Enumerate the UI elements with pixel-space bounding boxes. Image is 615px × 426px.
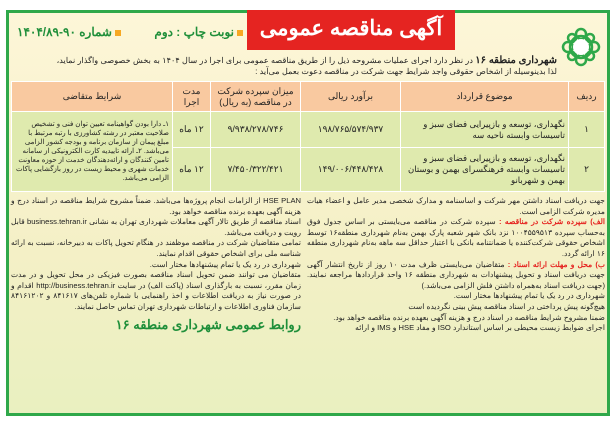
paragraph: HSE PLAN از الزامات انجام پروژه‌ها می‌باشد. ضمناً مشروح شرایط مناقصه در اسناد درج و هزینه آگهی بعهده برنده مناقصه خواهد بود.	[11, 196, 301, 216]
right-column	[307, 196, 605, 334]
paragraph: ضمنا مشروح شرایط مناقصه در اسناد درج و هزینه آگهی بعهده برنده مناقصه خواهد بود.	[333, 312, 605, 322]
paragraph: شهرداری در رد یک یا تمام پیشنهادها مختار است.	[149, 259, 301, 269]
table-row	[12, 112, 605, 148]
signature: روابط عمومی شهرداری منطقه ۱۶	[115, 316, 301, 332]
section-text: متقاضیان می‌بایستی ظرف مدت ۱۰ روز از تاریخ انتشار آگهی جهت دریافت اسناد و تحویل پیشنهادات به شهرداری منطقه ۱۶ واحد قراردادها مراجعه نمایند. (جهت دریافت اسناد به‌همراه داشتن فلش الزامی می‌باشد.)	[307, 259, 605, 290]
duration: ۱۲ ماه	[173, 112, 211, 148]
paragraph: هیچ‌گونه پیش پرداختی در اسناد مناقصه پیش بینی نگردیده است	[408, 301, 605, 311]
tender-table	[11, 81, 605, 192]
print-round-text: نوبت چاپ : دوم	[154, 25, 234, 39]
row-number: ۲	[569, 148, 605, 192]
paragraph: شهرداری در رد یک یا تمام پیشنهادها مختار است.	[453, 291, 605, 301]
applicant-conditions: ۱ـ دارا بودن گواهینامه تعیین توان فنی و تشخیص صلاحیت معتبر در رشته کشاورزی با رتبه مرتبط با مبلغ پیمان از سازمان برنامه و بودجه کشور الزامی می‌باشد. ۲ـ ارائه تاییدیه کارت الکترونیکی از سامانه تامین کنندگان و ارائه‌دهندگان خدمت از حوزه معاونت خدمات شهری و محیط زیست در روز بازگشایی پاکات الزامی می‌باشد.	[12, 112, 173, 192]
notice-title: آگهی مناقصه عمومی	[247, 10, 455, 50]
tehran-municipality-logo	[561, 27, 601, 67]
intro-line2: لذا بدینوسیله از اشخاص حقوقی واجد شرایط جهت شرکت در مناقصه دعوت بعمل می‌آید :	[255, 67, 557, 76]
notice-number-text: شماره ۹۰-۱۴۰۴/۸۹	[17, 25, 112, 39]
col-header: موضوع قرارداد	[401, 82, 569, 112]
col-header: ردیف	[569, 82, 605, 112]
estimate: ۱۹۸/۷۶۵/۵۷۴/۹۳۷	[301, 112, 401, 148]
row-number: ۱	[569, 112, 605, 148]
deposit-section	[307, 217, 605, 259]
section-text: سپرده شرکت در مناقصه می‌بایستی بر اساس جدول فوق به‌حساب سپرده ۱۰۰۴۵۵۹۵۱۳ نزد بانک شهر شعبه پارک بهمن به‌نام شهرداری منطقه۱۶ توسط اشخاص حقوقی شرکت‌کننده یا ضمانتنامه بانکی با اعتبار حداقل سه ماهه به‌نام شهرداری منطقه ۱۶ ارائه گردد.	[307, 217, 605, 258]
estimate: ۱۴۹/۰۰۶/۴۴۸/۴۲۸	[301, 148, 401, 192]
col-header: برآورد ریالی	[301, 82, 401, 112]
contract-subject: نگهداری، توسعه و بازپیرایی فضای سبز و تاسیسات وابسته ناحیه سه	[401, 112, 569, 148]
tender-notice	[6, 10, 610, 416]
header-info	[17, 25, 243, 39]
paragraph: تمامی متقاضیان شرکت در مناقصه موظفند در هنگام تحویل پاکات به دبیرخانه، نسبت به ارائه شناسه ملی برای اشخاص حقوقی اقدام نمایند.	[11, 238, 301, 258]
paragraph: اسناد مناقصه از طریق تالار آگهی معاملات شهرداری تهران به نشانی business.tehran.ir قابل رویت و دریافت می‌باشد.	[11, 217, 301, 237]
section-label: الف) سپرده شرکت در مناقصه :	[499, 217, 606, 227]
col-header: شرایط متقاضی	[12, 82, 173, 112]
paragraph: اجرای ضوابط زیست محیطی بر اساس استاندارد ISO و مفاد HSE و IMS و ارائه	[355, 323, 605, 333]
section-label: ب) محل و مهلت ارائه اسناد :	[507, 259, 605, 269]
deposit: ۷/۴۵۰/۳۲۲/۴۲۱	[211, 148, 301, 192]
intro	[15, 55, 557, 77]
notice-number	[17, 25, 121, 39]
body-columns	[11, 196, 605, 334]
submission-section	[307, 260, 605, 292]
paragraph: متقاضیان می توانند ضمن تحویل اسناد مناقصه بصورت فیزیکی در محل تحویل و در مدت زمان مقرر، نسبت به بارگذاری اسناد (پاکت الف) در سایت http://business.tehran.ir اقدام و در صورت نیاز به دریافت اطلاعات و اخذ راهنمایی با شماره تلفن‌های ۸۴۱۶۱۷ و ۸۴۱۶۱۲۰۲ سازمان فناوری اطلاعات و ارتباطات شهرداری تهران تماس حاصل نمایند.	[11, 270, 301, 311]
print-round	[154, 25, 243, 39]
col-header: میزان سپرده شرکت در مناقصه (به ریال)	[211, 82, 301, 112]
intro-line1: در نظر دارد اجرای عملیات مشروحه ذیل را از طریق مناقصه عمومی برای اجرا در سال ۱۴۰۴ به بخش خصوصی واگذار نماید،	[56, 56, 476, 65]
contract-subject: نگهداری، توسعه و بازپیرایی فضای سبز و تاسیسات وابسته فرهنگسرای بهمن و بوستان بهمن و شهربانو	[401, 148, 569, 192]
paragraph: جهت دریافت اسناد داشتن مهر شرکت و اساسنامه و مدارک شخصی مدیر عامل و اعضاء هیات مدیره شرکت الزامی است.	[307, 196, 605, 216]
org-name: شهرداری منطقه ۱۶	[475, 55, 557, 66]
deposit: ۹/۹۳۸/۲۷۸/۷۴۶	[211, 112, 301, 148]
duration: ۱۲ ماه	[173, 148, 211, 192]
left-column	[11, 196, 301, 334]
col-header: مدت اجرا	[173, 82, 211, 112]
